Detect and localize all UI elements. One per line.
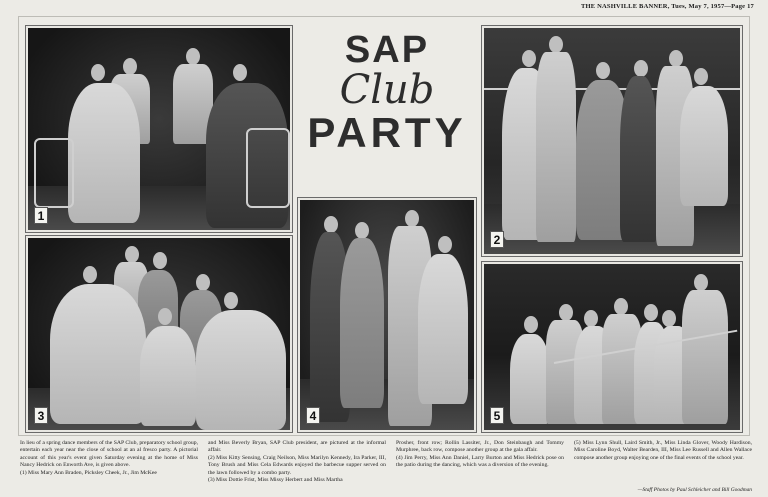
photo-2 [482,26,742,256]
photo-1 [26,26,292,232]
caption-column-4: (5) Miss Lynn Shull, Laird Smith, Jr., Miss Linda Glover, Woody Hardison, Miss Caroline Boyd, Walter Bearden, III, Miss Lee Russell and Allen Wallace compose another group enjoying one of the final events of the school year. [574,440,752,461]
headline [298,24,476,194]
photo-3 [26,236,292,432]
photo-credit: —Staff Photos by Paul Schleicher and Bill Goodman [637,487,752,493]
headline-club: Club [339,67,435,113]
photo-5 [482,262,742,432]
photo-3-number: 3 [34,407,48,424]
photo-2-number: 2 [490,231,504,248]
photo-1-number: 1 [34,207,48,224]
headline-sap: SAP [344,29,430,71]
photo-4 [298,198,476,432]
photo-4-number: 4 [306,407,320,424]
caption-column-3: Prosher, front row; Rollin Lassiter, Jr., Don Steinbaugh and Tommy Murphree, back row, compose another group at the gala affair. (4) Jim Perry, Miss Ann Daniel, Larry Burton and Miss Hedrick pose on the patio during the dancing, which was a diversion of the evening. [396,440,564,469]
caption-column-2: and Miss Beverly Bryan, SAP Club president, are pictured at the informal affair. (2) Miss Kitty Sensing, Craig Neilson, Miss Marilyn Kennedy, Ira Parker, III, Tony Brush and Miss Cela Edwards enjoyed the barbecue supper served on the lawn followed by a combo party. (3) Miss Dottie Frist, Miss Missy Herbert and Miss Martha [208,440,386,484]
photo-5-number: 5 [490,407,504,424]
masthead: THE NASHVILLE BANNER, Tues, May 7, 1957—Page 17 [580,3,754,10]
caption-column-1: In lieu of a spring dance members of the SAP Club, preparatory school group, entertain each year near the close of school at an al fresco party. A pictorial account of this year's event given Saturday evening at the home of Miss Nancy Hedrick on Enworth Ave, is given above. (1) Miss Mary Ann Braden, Picksley Cheek, Jr., Jim McKee [20,440,198,476]
headline-party: PARTY [307,109,467,156]
